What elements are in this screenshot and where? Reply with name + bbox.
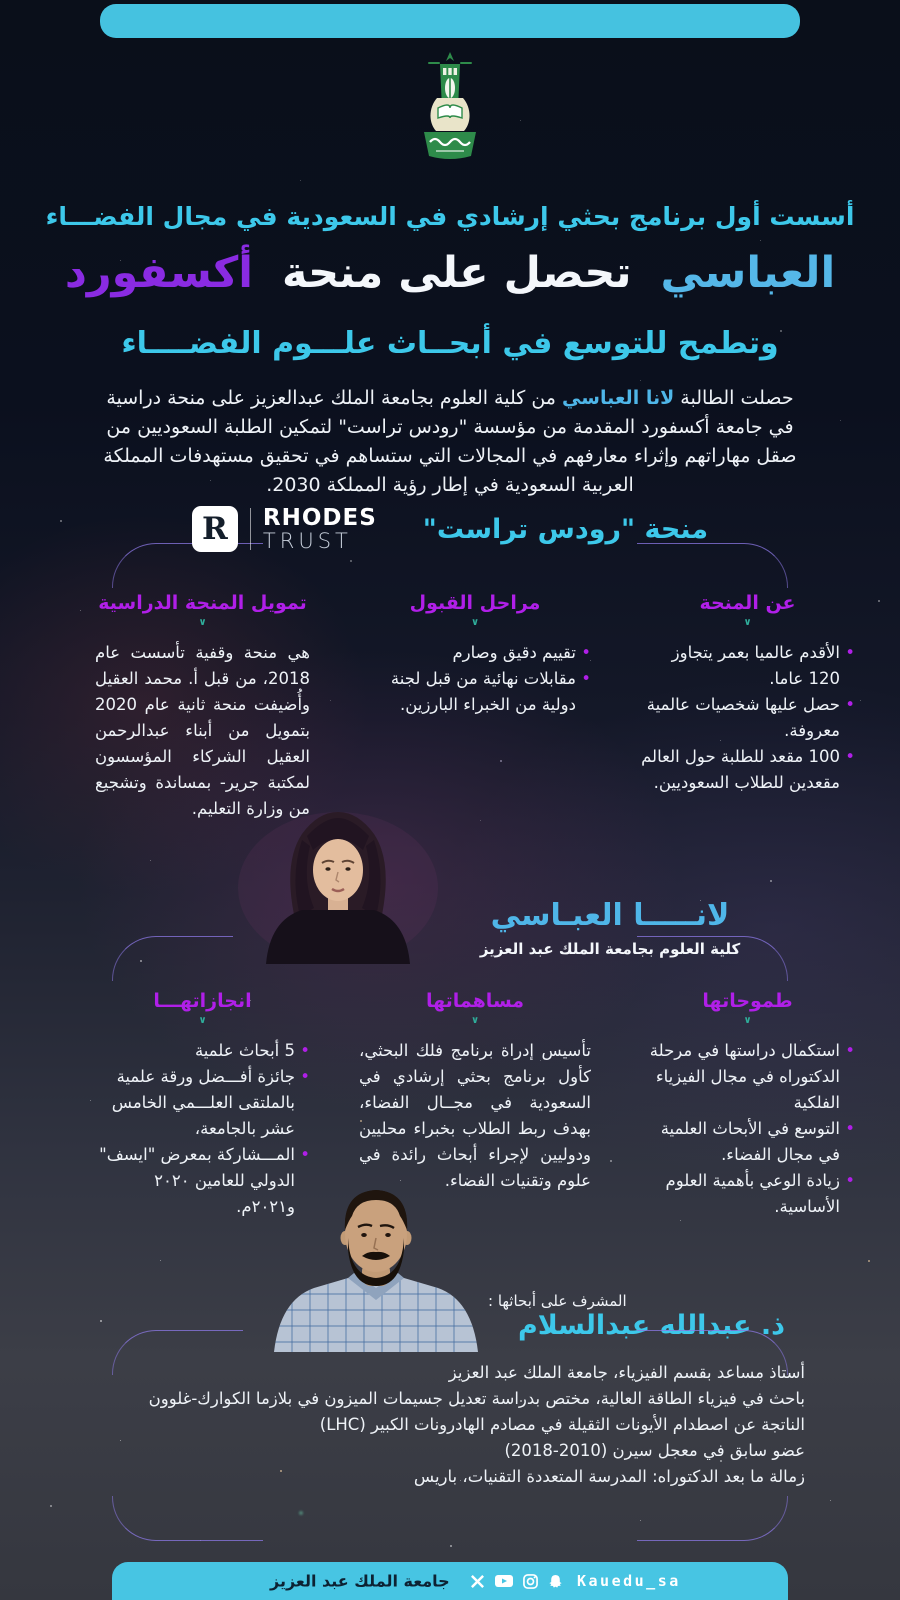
- instagram-icon[interactable]: [523, 1574, 538, 1589]
- supervisor-name: ذ. عبدالله عبدالسلام: [518, 1310, 785, 1341]
- snapchat-icon[interactable]: [548, 1574, 563, 1589]
- column-contributions: مساهماتها ∨ تأسيس إدراة برنامج فلك البحثي، كأول برنامج بحثي إرشادي في السعودية في مجــال الفضاء، بهدف ربط الطلاب بخبراء محليين ودوليين لإجراء أبحاث رائدة في علوم وتقنيات الفضاء.: [359, 990, 591, 1220]
- headline-kicker: أسست أول برنامج بحثي إرشادي في السعودية في مجال الفضـــاء: [45, 202, 855, 231]
- footer-university-name: جامعة الملك عبد العزيز: [270, 1571, 450, 1591]
- intro-before: حصلت الطالبة: [680, 387, 794, 409]
- student-college: كلية العلوم بجامعة الملك عبد العزيز: [479, 940, 741, 958]
- bullet-item: • جائزة أفـــضل ورقة علمية بالملتقى العلـــمي الخامس عشر بالجامعة،: [95, 1064, 310, 1142]
- intro-after: من كلية العلوم بجامعة الملك عبدالعزيز على منحة دراسية في جامعة أكسفورد المقدمة من مؤسسة "رودس تراست" لتمكين الطلبة السعوديين من صقل مهاراتهم وإثراء معارفهم في المجالات التي ستساهم في تحقيق مستهدفات المملكة العربية السعودية في إطار رؤية المملكة 2030.: [103, 387, 797, 496]
- top-accent-bar: [100, 4, 800, 38]
- bullet-item: • المـــشاركة بمعرض "ايسف" الدولي للعامين ٢٠٢٠ و٢٠٢١م.: [95, 1142, 310, 1220]
- bracket-bottom-left: [112, 1496, 263, 1541]
- bio-line: أستاذ مساعد بقسم الفيزياء، جامعة الملك عبد العزيز: [448, 1363, 805, 1382]
- bullet-item: • تقييم دقيق وصارم: [359, 640, 591, 666]
- chevron-down-icon: ∨: [198, 1015, 207, 1026]
- bio-line: باحث في فيزياء الطاقة العالية، مختص بدراسة تعديل جسيمات الميزون في بلازما الكوارك-غلوون: [148, 1389, 805, 1409]
- bio-line: زمالة ما بعد الدكتوراه: المدرسة المتعددة التقنيات، باريس: [413, 1467, 805, 1487]
- bullet-item: • 100 مقعد للطلبة حول العالم مقعدين للطلاب السعوديين.: [640, 744, 855, 796]
- rhodes-logo-mark: R: [192, 506, 238, 552]
- bullet-item: • استكمال دراستها في مرحلة الدكتوراه في مجال الفيزياء الفلكية: [640, 1038, 855, 1116]
- bullet-item: • حصل عليها شخصيات عالمية معروفة.: [640, 692, 855, 744]
- rhodes-logo-divider: [250, 508, 251, 550]
- intro-highlight-name: لانا العباسي: [562, 387, 675, 409]
- bullet-item: • مقابلات نهائية من قبل لجنة دولية من الخبراء البارزين.: [359, 666, 591, 718]
- funding-paragraph: هي منحة وقفية تأسست عام 2018، من قبل أ. محمد العقيل وأُضيفت منحة ثانية عام 2020 بتمويل من أبناء عبدالرحمن العقيل الشركاء المؤسسون لمكتبة جرير- بمساندة وتشجيع من وزارة التعليم.: [95, 643, 310, 819]
- kau-logo: [390, 50, 510, 174]
- column-about-scholarship: عن المنحة ∨ • الأقدم عالميا بعمر يتجاوز 120 عاما. • حصل عليها شخصيات عالمية معروفة. • 100 مقعد للطلبة حول العالم مقعدين للطلاب السعوديين.: [640, 592, 855, 822]
- headline-subline: وتطمح للتوسع في أبحــاث علـــوم الفضــــاء: [121, 326, 779, 361]
- chevron-down-icon: ∨: [470, 617, 480, 628]
- bracket-left: [112, 936, 233, 981]
- supervisor-photo: [250, 1178, 502, 1352]
- column-achievements: انجازاتهـــا ∨ • 5 أبحاث علمية • جائزة أفـــضل ورقة علمية بالملتقى العلـــمي الخامس عشر بالجامعة، • المـــشاركة بمعرض "ايسف" الدولي للعامين ٢٠٢٠ و٢٠٢١م.: [95, 990, 310, 1220]
- contributions-paragraph: تأسيس إدراة برنامج فلك البحثي، كأول برنامج بحثي إرشادي في السعودية في مجــال الفضاء، بهدف ربط الطلاب بخبراء محليين ودوليين لإجراء أبحاث رائدة في علوم وتقنيات الفضاء.: [359, 1041, 591, 1191]
- supervisor-bio: [95, 1360, 805, 1490]
- headline-student-name: العباسي: [660, 248, 836, 298]
- supervisor-label: المشرف على أبحاثها :: [488, 1292, 627, 1310]
- bracket-bottom-right: [637, 1496, 788, 1541]
- rhodes-trust-logo: [192, 506, 377, 552]
- x-icon[interactable]: [470, 1574, 485, 1589]
- intro-paragraph: [95, 384, 805, 500]
- bullet-item: • التوسع في الأبحاث العلمية في مجال الفضاء.: [640, 1116, 855, 1168]
- chevron-down-icon: ∨: [743, 1015, 752, 1026]
- footer-social-row: [470, 1572, 681, 1590]
- column-scholarship-funding: تمويل المنحة الدراسية ∨ هي منحة وقفية تأسست عام 2018، من قبل أ. محمد العقيل وأُضيفت منحة ثانية عام 2020 بتمويل من أبناء عبدالرحمن العقيل الشركاء المؤسسون لمكتبة جرير- بمساندة وتشجيع من وزارة التعليم.: [95, 592, 310, 822]
- chevron-down-icon: ∨: [198, 617, 207, 628]
- bullet-item: • زيادة الوعي بأهمية العلوم الأساسية.: [640, 1168, 855, 1220]
- footer-social-handle[interactable]: Kauedu_sa: [577, 1572, 681, 1590]
- youtube-icon[interactable]: [495, 1574, 513, 1588]
- rhodes-columns: [95, 592, 855, 822]
- bullet-item: • 5 أبحاث علمية: [95, 1038, 310, 1064]
- rhodes-section-header: [0, 506, 900, 552]
- bio-line: الناتجة عن اصطدام الأيونات الثقيلة في مصادم الهادرونات الكبير (LHC): [319, 1415, 805, 1435]
- student-name: لانـــــا العبـاسي: [490, 898, 730, 933]
- footer-bar: [112, 1562, 788, 1600]
- headline-main: [0, 242, 900, 304]
- bullet-item: • الأقدم عالميا بعمر يتجاوز 120 عاما.: [640, 640, 855, 692]
- student-title-block: [420, 898, 800, 958]
- bio-line: عضو سابق في معجل سيرن (2010-2018): [504, 1441, 805, 1461]
- chevron-down-icon: ∨: [743, 617, 752, 628]
- chevron-down-icon: ∨: [470, 1015, 480, 1026]
- starfield-layer-2: [0, 0, 2, 2]
- column-ambitions: طموحاتها ∨ • استكمال دراستها في مرحلة الدكتوراه في مجال الفيزياء الفلكية • التوسع في الأبحاث العلمية في مجال الفضاء. • زيادة الوعي بأهمية العلوم الأساسية.: [640, 990, 855, 1220]
- headline-middle: تحصل على منحة: [282, 248, 632, 298]
- column-acceptance-stages: مراحل القبول ∨ • تقييم دقيق وصارم • مقابلات نهائية من قبل لجنة دولية من الخبراء البارزين.: [359, 592, 591, 822]
- headline-oxford: أكسفورد: [64, 248, 254, 298]
- student-photo: [236, 806, 440, 964]
- rhodes-section-title: منحة "رودس تراست": [422, 513, 709, 545]
- rhodes-logo-text: RHODES TRUST: [262, 505, 377, 554]
